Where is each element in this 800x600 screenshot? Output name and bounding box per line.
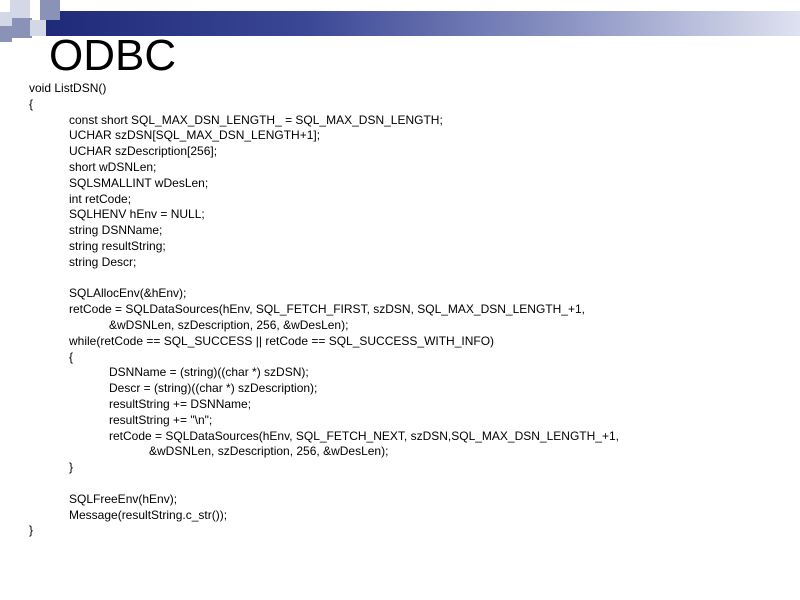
code-line: int retCode; — [69, 191, 132, 206]
code-block — [29, 81, 619, 539]
code-line: void ListDSN() — [29, 81, 107, 95]
code-line: { — [29, 96, 34, 111]
code-line: DSNName = (string)((char *) szDSN); — [109, 365, 309, 380]
code-line: string DSNName; — [69, 223, 163, 238]
code-line: string Descr; — [69, 254, 137, 269]
code-line: } — [29, 523, 34, 538]
code-line — [29, 271, 619, 287]
code-line: const short SQL_MAX_DSN_LENGTH_ = SQL_MAX_DSN_LENGTH; — [69, 112, 443, 127]
code-line: resultString += "\n"; — [109, 412, 213, 427]
code-line — [29, 476, 619, 492]
decor-square — [10, 0, 30, 20]
code-line: SQLHENV hEnv = NULL; — [69, 207, 205, 222]
code-line: Message(resultString.c_str()); — [69, 507, 228, 522]
code-line: UCHAR szDSN[SQL_MAX_DSN_LENGTH+1]; — [69, 128, 321, 143]
code-line: &wDSNLen, szDescription, 256, &wDesLen); — [149, 444, 389, 459]
decor-square — [30, 20, 46, 36]
code-line: string resultString; — [69, 238, 166, 253]
decor-square — [12, 18, 32, 38]
code-line: SQLAllocEnv(&hEnv); — [69, 286, 187, 301]
code-line: resultString += DSNName; — [109, 396, 252, 411]
code-line: short wDSNLen; — [69, 159, 157, 174]
code-line: UCHAR szDescription[256]; — [69, 144, 218, 159]
code-line: SQLSMALLINT wDesLen; — [69, 175, 209, 190]
code-line: retCode = SQLDataSources(hEnv, SQL_FETCH_FIRST, szDSN, SQL_MAX_DSN_LENGTH_+1, — [69, 302, 585, 317]
code-line: &wDSNLen, szDescription, 256, &wDesLen); — [109, 317, 349, 332]
code-line: Descr = (string)((char *) szDescription); — [109, 381, 318, 396]
code-line: retCode = SQLDataSources(hEnv, SQL_FETCH_NEXT, szDSN,SQL_MAX_DSN_LENGTH_+1, — [109, 428, 619, 443]
decor-square — [40, 0, 60, 20]
decor-square — [0, 26, 12, 42]
code-line: while(retCode == SQL_SUCCESS || retCode == SQL_SUCCESS_WITH_INFO) — [69, 333, 495, 348]
code-line: SQLFreeEnv(hEnv); — [69, 491, 178, 506]
slide-title: ODBC — [49, 31, 177, 80]
code-line: } — [69, 460, 74, 475]
code-line: { — [69, 349, 74, 364]
